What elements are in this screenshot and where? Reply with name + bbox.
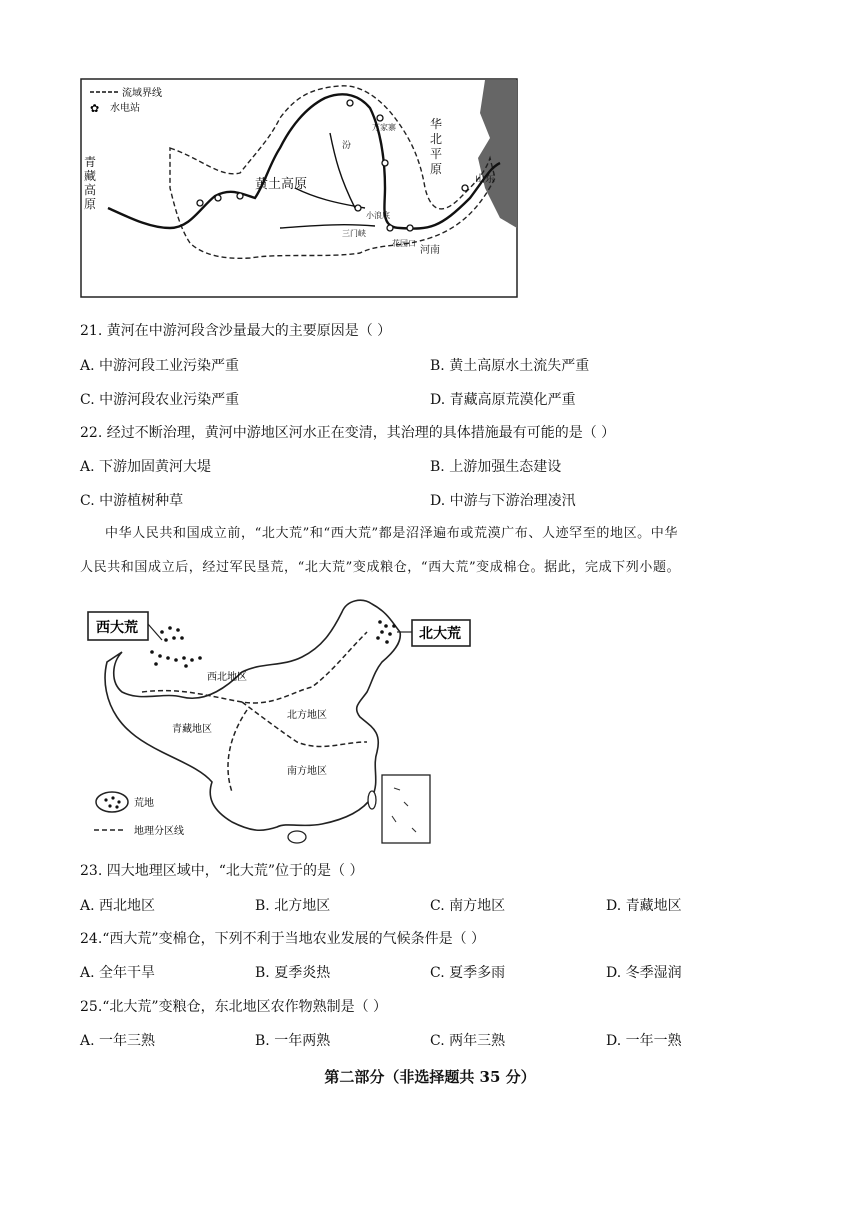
label-xidahuang: 西大荒: [96, 620, 138, 636]
label-north: 北方地区: [287, 710, 327, 721]
section-2-title: 第二部分（非选择题共 35 分）: [324, 1068, 536, 1086]
q22-option-a[interactable]: A. 下游加固黄河大堤: [80, 459, 212, 475]
label-qingzang: 青藏高原: [84, 155, 97, 211]
q22-option-d[interactable]: D. 中游与下游治理凌汛: [430, 493, 576, 509]
passage-line-2: 人民共和国成立后，经过军民垦荒，“北大荒”变成粮仓，“西大荒”变成棉仓。据此，完成下列小题。: [80, 560, 681, 575]
q24-stem: 24.“西大荒”变棉仓，下列不利于当地农业发展的气候条件是（ ）: [80, 931, 486, 947]
china-regions-map: [82, 592, 502, 848]
q24-option-d[interactable]: D. 冬季湿润: [606, 965, 682, 981]
q23-option-a[interactable]: A. 西北地区: [80, 898, 156, 914]
yellow-river-map: [80, 78, 518, 298]
q21-stem: 21. 黄河在中游河段含沙量最大的主要原因是（ ）: [80, 323, 392, 339]
q24-option-c[interactable]: C. 夏季多雨: [430, 965, 506, 981]
q22-option-c[interactable]: C. 中游植树种草: [80, 493, 184, 509]
label-huayuankou: 花园口: [392, 239, 416, 248]
q24-option-b[interactable]: B. 夏季炎热: [255, 965, 331, 981]
label-huangtu: 黄土高原: [255, 177, 308, 192]
label-south: 南方地区: [287, 766, 327, 777]
q21-option-c[interactable]: C. 中游河段农业污染严重: [80, 392, 240, 408]
q22-stem: 22. 经过不断治理，黄河中游地区河水正在变清，其治理的具体措施最有可能的是（ ）: [80, 425, 616, 441]
label-wanjiazhai: 万家寨: [372, 123, 396, 132]
passage-line-1: 中华人民共和国成立前，“北大荒”和“西大荒”都是沼泽遍布或荒漠广布、人迹罕至的地区。中华: [105, 526, 678, 541]
legend-region-line: 地理分区线: [134, 826, 184, 837]
q25-option-d[interactable]: D. 一年一熟: [606, 1033, 682, 1049]
label-beidahuang: 北大荒: [419, 626, 461, 642]
label-huabei: 华北平原: [430, 117, 443, 176]
q23-option-d[interactable]: D. 青藏地区: [606, 898, 682, 914]
china-outline: [105, 600, 400, 830]
q25-option-a[interactable]: A. 一年三熟: [80, 1033, 156, 1049]
label-xiaolangdi: 小浪底: [366, 211, 390, 220]
q25-stem: 25.“北大荒”变粮仓，东北地区农作物熟制是（ ）: [80, 999, 388, 1015]
label-northwest: 西北地区: [207, 672, 247, 683]
station-icon: ✿: [90, 102, 100, 115]
label-fen: 汾: [342, 141, 352, 151]
label-qingzang-region: 青藏地区: [172, 724, 212, 735]
q23-option-b[interactable]: B. 北方地区: [255, 898, 331, 914]
label-henan: 河南: [420, 245, 440, 256]
q23-stem: 23. 四大地理区域中，“北大荒”位于的是（ ）: [80, 863, 364, 879]
label-sanmenxia: 三门峡: [342, 229, 366, 238]
q23-option-c[interactable]: C. 南方地区: [430, 898, 506, 914]
q25-option-c[interactable]: C. 两年三熟: [430, 1033, 506, 1049]
q21-option-a[interactable]: A. 中游河段工业污染严重: [80, 358, 240, 374]
legend-station-label: 水电站: [110, 103, 140, 114]
q21-option-d[interactable]: D. 青藏高原荒漠化严重: [430, 392, 576, 408]
q21-option-b[interactable]: B. 黄土高原水土流失严重: [430, 358, 590, 374]
q25-option-b[interactable]: B. 一年两熟: [255, 1033, 331, 1049]
label-shandong: 山东: [475, 174, 495, 185]
legend-boundary-label: 流域界线: [122, 88, 162, 99]
q22-option-b[interactable]: B. 上游加强生态建设: [430, 459, 562, 475]
legend-wasteland: 荒地: [134, 798, 154, 809]
q24-option-a[interactable]: A. 全年干旱: [80, 965, 156, 981]
